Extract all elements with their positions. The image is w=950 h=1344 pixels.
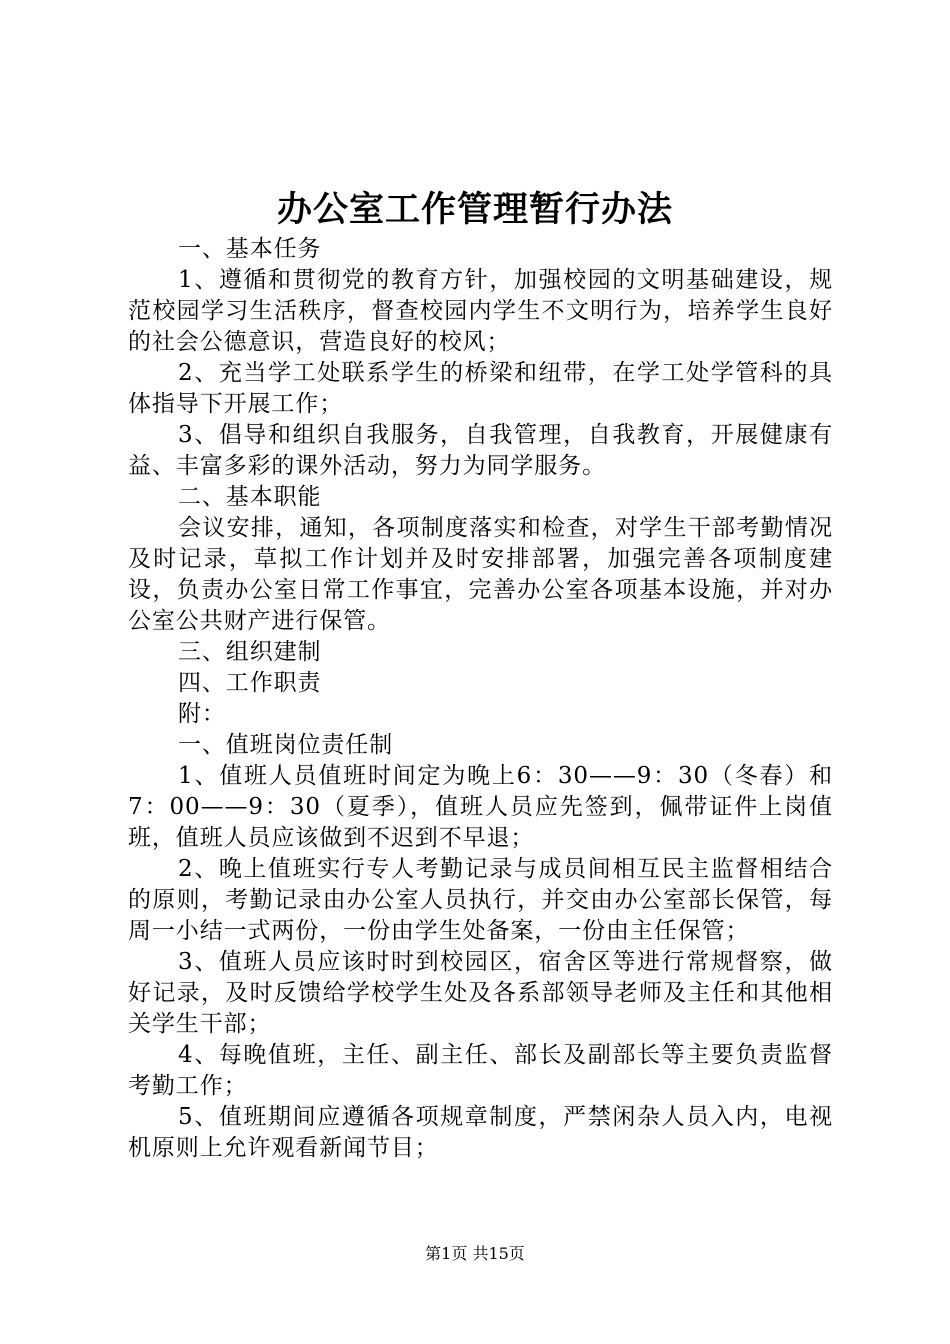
section-heading: 二、基本职能: [178, 484, 322, 510]
body-paragraph: 2、充当学工处联系学生的桥梁和纽带，在学工处学管科的具体指导下开展工作；: [128, 360, 833, 417]
body-paragraph: 1、值班人员值班时间定为晚上6：30——9：30（冬春）和7：00——9：30（夏季），值班人员应先签到，佩带证件上岗值班，值班人员应该做到不迟到不早退；: [128, 763, 833, 851]
section-heading: 一、基本任务: [178, 236, 322, 262]
body-paragraph: 3、值班人员应该时时到校园区，宿舍区等进行常规督察，做好记录，及时反馈给学校学生处及各系部领导老师及主任和其他相关学生干部；: [128, 949, 833, 1037]
body-paragraph: 会议安排，通知，各项制度落实和检查，对学生干部考勤情况及时记录，草拟工作计划并及时安排部署，加强完善各项制度建设，负责办公室日常工作事宜，完善办公室各项基本设施，并对办公室公共财产进行保管。: [128, 515, 833, 634]
section-heading: 四、工作职责: [178, 670, 322, 696]
document-title: 办公室工作管理暂行办法: [276, 189, 673, 230]
body-paragraph: 5、值班期间应遵循各项规章制度，严禁闲杂人员入内，电视机原则上允许观看新闻节目；: [128, 1104, 833, 1161]
body-paragraph: 2、晚上值班实行专人考勤记录与成员间相互民主监督相结合的原则，考勤记录由办公室人员执行，并交由办公室部长保管，每周一小结一式两份，一份由学生处备案，一份由主任保管；: [128, 856, 833, 944]
page-number: 第1页 共15页: [425, 1244, 525, 1263]
document-body: [128, 234, 833, 1164]
appendix-label: 附：: [178, 701, 226, 727]
body-paragraph: 1、遵循和贯彻党的教育方针，加强校园的文明基础建设，规范校园学习生活秩序，督查校园内学生不文明行为，培养学生良好的社会公德意识，营造良好的校风；: [128, 267, 833, 355]
section-heading: 一、值班岗位责任制: [178, 732, 394, 758]
body-paragraph: 4、每晚值班，主任、副主任、部长及副部长等主要负责监督考勤工作；: [128, 1042, 833, 1099]
body-paragraph: 3、倡导和组织自我服务，自我管理，自我教育，开展健康有益、丰富多彩的课外活动，努力为同学服务。: [128, 422, 833, 479]
section-heading: 三、组织建制: [178, 639, 322, 665]
